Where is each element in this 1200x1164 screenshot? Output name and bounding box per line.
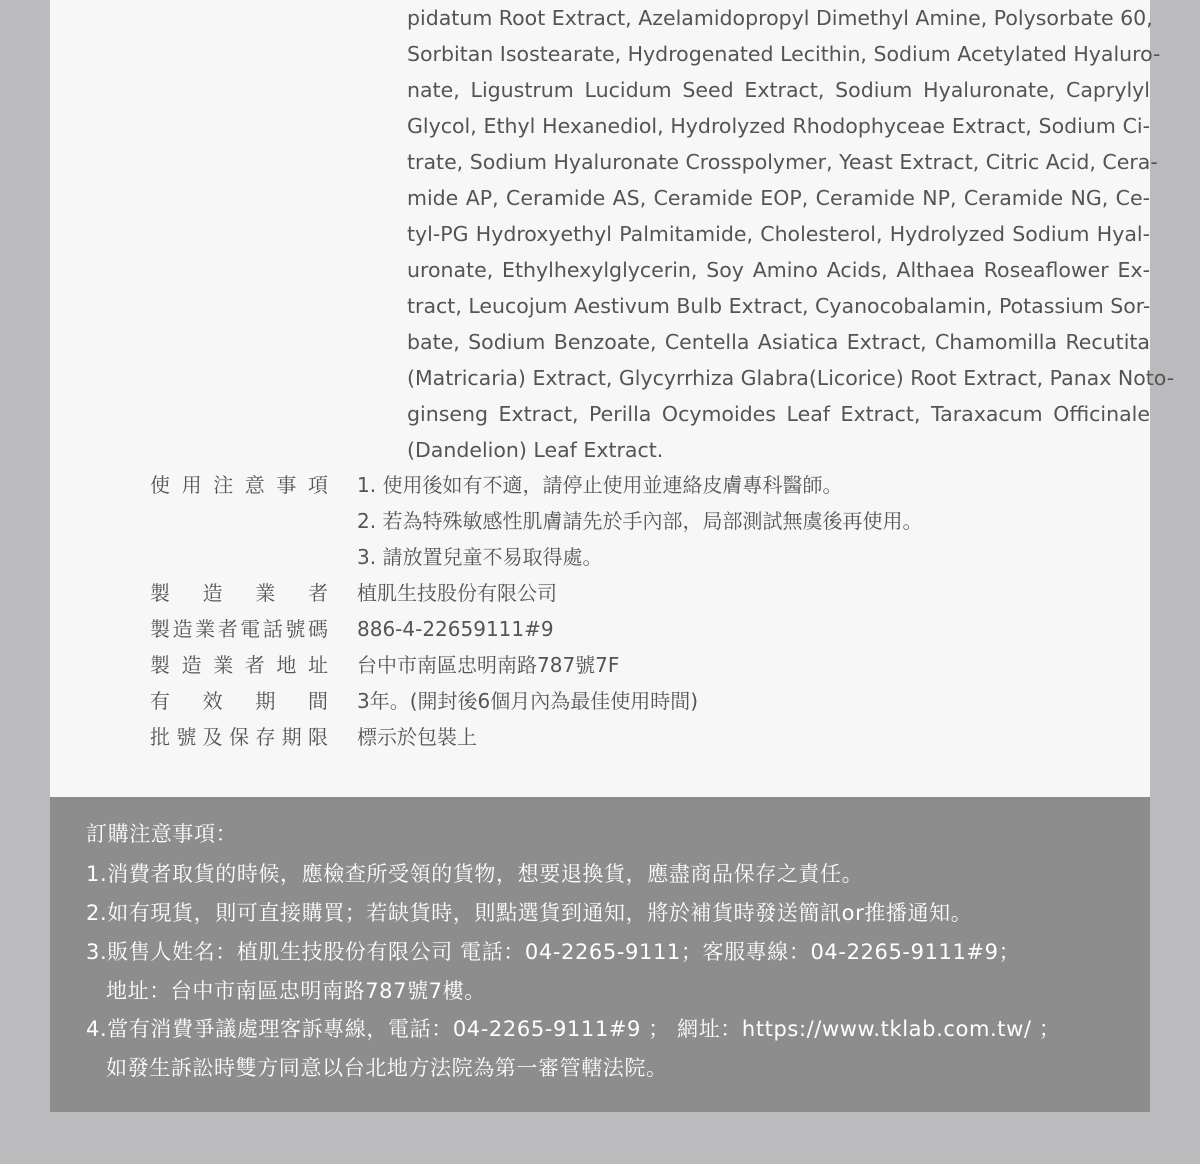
spec-row-precautions	[150, 467, 1110, 503]
ingredient-line: trate, Sodium Hyaluronate Crosspolymer, Yeast Extract, Citric Acid, Cera-	[407, 150, 1158, 174]
manufacturer-value: 植肌生技股份有限公司	[357, 581, 557, 605]
order-notice-item-3-cont: 地址：台中市南區忠明南路787號7樓。	[106, 979, 486, 1003]
precaution-item: 1. 使用後如有不適，請停止使用並連絡皮膚專科醫師。	[357, 473, 843, 497]
order-notice-item-3: 3.販售人姓名：植肌生技股份有限公司 電話：04-2265-9111；客服專線：04-2265-9111#9；	[86, 940, 1021, 964]
ingredient-line: bate, Sodium Benzoate, Centella Asiatica Extract, Chamomilla Recutita	[407, 330, 1150, 354]
spec-row-address	[150, 647, 1110, 683]
address-value: 台中市南區忠明南路787號7F	[357, 653, 620, 677]
phone-label: 製造業者電話號碼	[150, 617, 328, 641]
ingredient-line: pidatum Root Extract, Azelamidopropyl Dimethyl Amine, Polysorbate 60,	[407, 6, 1153, 30]
spec-row-manufacturer	[150, 575, 1110, 611]
ingredient-line: uronate, Ethylhexylglycerin, Soy Amino Acids, Althaea Roseaflower Ex-	[407, 258, 1150, 282]
spec-row-phone	[150, 611, 1110, 647]
spec-row-precautions-2	[150, 503, 1110, 539]
spec-row-expiry	[150, 683, 1110, 719]
order-notice-item-1: 1.消費者取貨的時候，應檢查所受領的貨物，想要退換貨，應盡商品保存之責任。	[86, 862, 864, 886]
ingredient-line: (Matricaria) Extract, Glycyrrhiza Glabra(Licorice) Root Extract, Panax Noto-	[407, 366, 1175, 390]
spec-row-batch	[150, 719, 1110, 755]
precaution-item: 3. 請放置兒童不易取得處。	[357, 545, 603, 569]
ingredient-line: mide AP, Ceramide AS, Ceramide EOP, Ceramide NP, Ceramide NG, Ce-	[407, 186, 1150, 210]
precautions-label: 使用注意事項	[150, 473, 328, 497]
order-notice-item-2: 2.如有現貨，則可直接購買；若缺貨時，則點選貨到通知，將於補貨時發送簡訊or推播通知。	[86, 901, 973, 925]
order-notice-item-4: 4.當有消費爭議處理客訴專線，電話：04-2265-9111#9 ； 網址：https://www.tklab.com.tw/ ；	[86, 1017, 1061, 1041]
expiry-label: 有效期間	[150, 689, 328, 713]
phone-value: 886-4-22659111#9	[357, 617, 554, 641]
precaution-item: 2. 若為特殊敏感性肌膚請先於手內部，局部測試無虞後再使用。	[357, 509, 923, 533]
ingredient-line: (Dandelion) Leaf Extract.	[407, 438, 664, 462]
order-notice-box	[50, 797, 1150, 1112]
order-notice-item-4-cont: 如發生訴訟時雙方同意以台北地方法院為第一審管轄法院。	[106, 1056, 668, 1080]
batch-label: 批號及保存期限	[150, 725, 328, 749]
expiry-value: 3年。(開封後6個月內為最佳使用時間)	[357, 689, 699, 713]
order-notice-title: 訂購注意事項：	[86, 822, 238, 846]
ingredient-line: Sorbitan Isostearate, Hydrogenated Lecithin, Sodium Acetylated Hyaluro-	[407, 42, 1161, 66]
ingredients-list	[407, 0, 1175, 468]
batch-value: 標示於包裝上	[357, 725, 477, 749]
spec-row-precautions-3	[150, 539, 1110, 575]
address-label: 製造業者地址	[150, 653, 328, 677]
ingredient-line: ginseng Extract, Perilla Ocymoides Leaf Extract, Taraxacum Officinale	[407, 402, 1150, 426]
ingredient-line: tract, Leucojum Aestivum Bulb Extract, Cyanocobalamin, Potassium Sor-	[407, 294, 1151, 318]
ingredient-line: tyl-PG Hydroxyethyl Palmitamide, Cholesterol, Hydrolyzed Sodium Hyal-	[407, 222, 1150, 246]
ingredient-line: Glycol, Ethyl Hexanediol, Hydrolyzed Rhodophyceae Extract, Sodium Ci-	[407, 114, 1150, 138]
manufacturer-label: 製造業者	[150, 581, 328, 605]
ingredient-line: nate, Ligustrum Lucidum Seed Extract, Sodium Hyaluronate, Caprylyl	[407, 78, 1150, 102]
